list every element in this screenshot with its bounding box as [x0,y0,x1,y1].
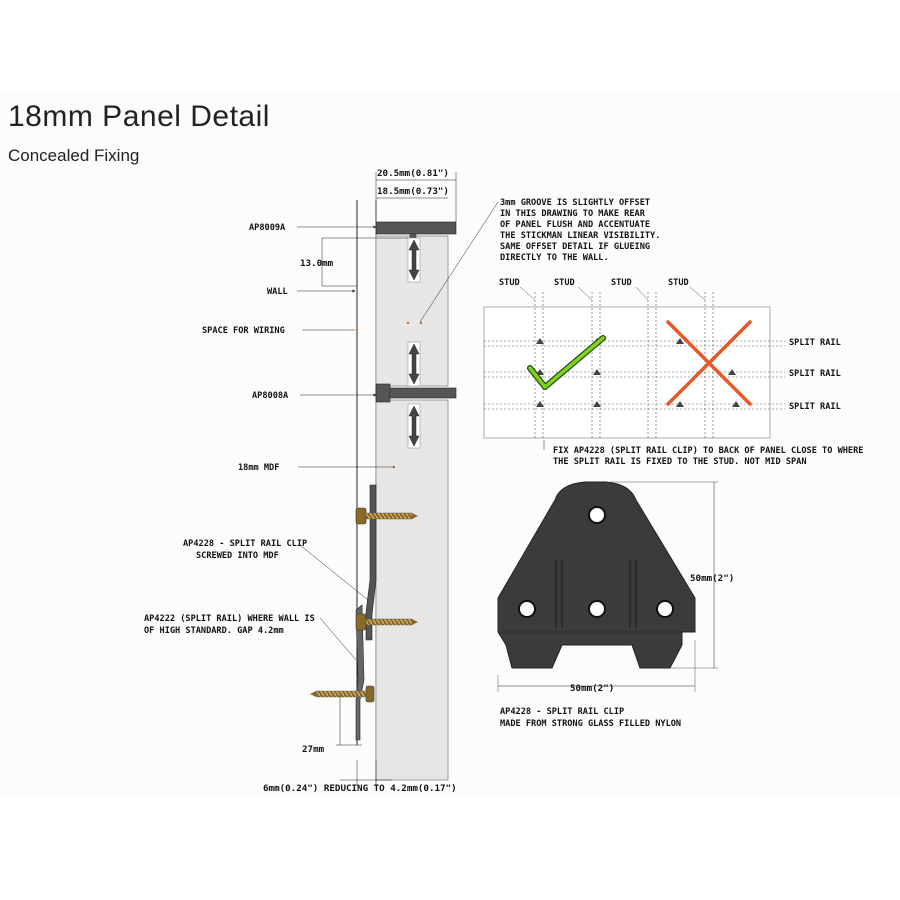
stud-label: STUD [499,278,520,288]
fixing-dot [356,329,358,331]
groove-note-line: DIRECTLY TO THE WALL. [500,253,609,263]
split-rail-label: SPLIT RAIL [789,369,841,379]
dim-27: 27mm [302,744,325,755]
groove-note-line: SAME OFFSET DETAIL IF GLUEING [500,242,651,252]
split-rail-label: SPLIT RAIL [789,338,841,348]
ap8008a-flange [376,384,390,402]
stud-label: STUD [554,278,575,288]
groove-note-line: 3mm GROOVE IS SLIGHTLY OFFSET [500,198,651,208]
stud-note-line: FIX AP4228 (SPLIT RAIL CLIP) TO BACK OF PANEL CLOSE TO WHERE [553,446,864,456]
hole-icon [519,601,535,617]
fixing-dot [420,322,422,324]
leader-rail [320,618,356,660]
ap8009a-cap [376,222,456,234]
page-title: 18mm Panel Detail [8,100,270,133]
groove-note [500,198,660,263]
leader-clip [300,545,368,600]
page-subtitle: Concealed Fixing [8,146,140,165]
label-ap8009a: AP8009A [249,223,286,233]
clip-caption-2: MADE FROM STRONG GLASS FILLED NYLON [500,719,682,729]
groove-note-line: IN THIS DRAWING TO MAKE REAR [500,209,645,219]
screw-wall [310,686,374,702]
label-wall: WALL [267,287,288,297]
groove-note-line: THE STICKMAN LINEAR VISIBILITY. [500,231,661,241]
stud-label: STUD [668,278,689,288]
dim-13: 13.0mm [300,258,334,269]
hole-icon [589,601,605,617]
label-space-wiring: SPACE FOR WIRING [202,326,285,336]
fixing-dot [407,322,409,324]
label-rail-2: OF HIGH STANDARD. GAP 4.2mm [144,626,284,636]
stickman-upper [408,238,420,282]
label-mdf: 18mm MDF [238,463,280,473]
stud-leaders [520,287,705,300]
clip-width-label: 50mm(2") [570,683,615,694]
stud-label: STUD [611,278,632,288]
clip-caption-1: AP4228 - SPLIT RAIL CLIP [500,707,625,717]
stickman-middle [408,342,420,386]
groove-note-line: OF PANEL FLUSH AND ACCENTUATE [500,220,651,230]
stud-diagram-panel [484,307,770,438]
label-rail-1: AP4222 (SPLIT RAIL) WHERE WALL IS [144,614,315,624]
label-ap8008a: AP8008A [252,391,289,401]
clip-height-label: 50mm(2") [690,573,735,584]
hole-icon [657,601,673,617]
hole-icon [589,507,605,523]
dim-bottom: 6mm(0.24") REDUCING TO 4.2mm(0.17") [263,783,457,794]
label-clip-2: SCREWED INTO MDF [196,551,279,561]
label-clip-1: AP4228 - SPLIT RAIL CLIP [183,539,308,549]
dim-top-inner: 18.5mm(0.73") [377,186,449,197]
mdf-panel-lower [376,400,448,780]
dim-top-outer: 20.5mm(0.81") [377,168,449,179]
split-rail-clip [366,485,376,640]
stickman-lower [408,404,420,448]
stud-note-line: THE SPLIT RAIL IS FIXED TO THE STUD. NOT MID SPAN [553,457,807,467]
split-rail-label: SPLIT RAIL [789,402,841,412]
